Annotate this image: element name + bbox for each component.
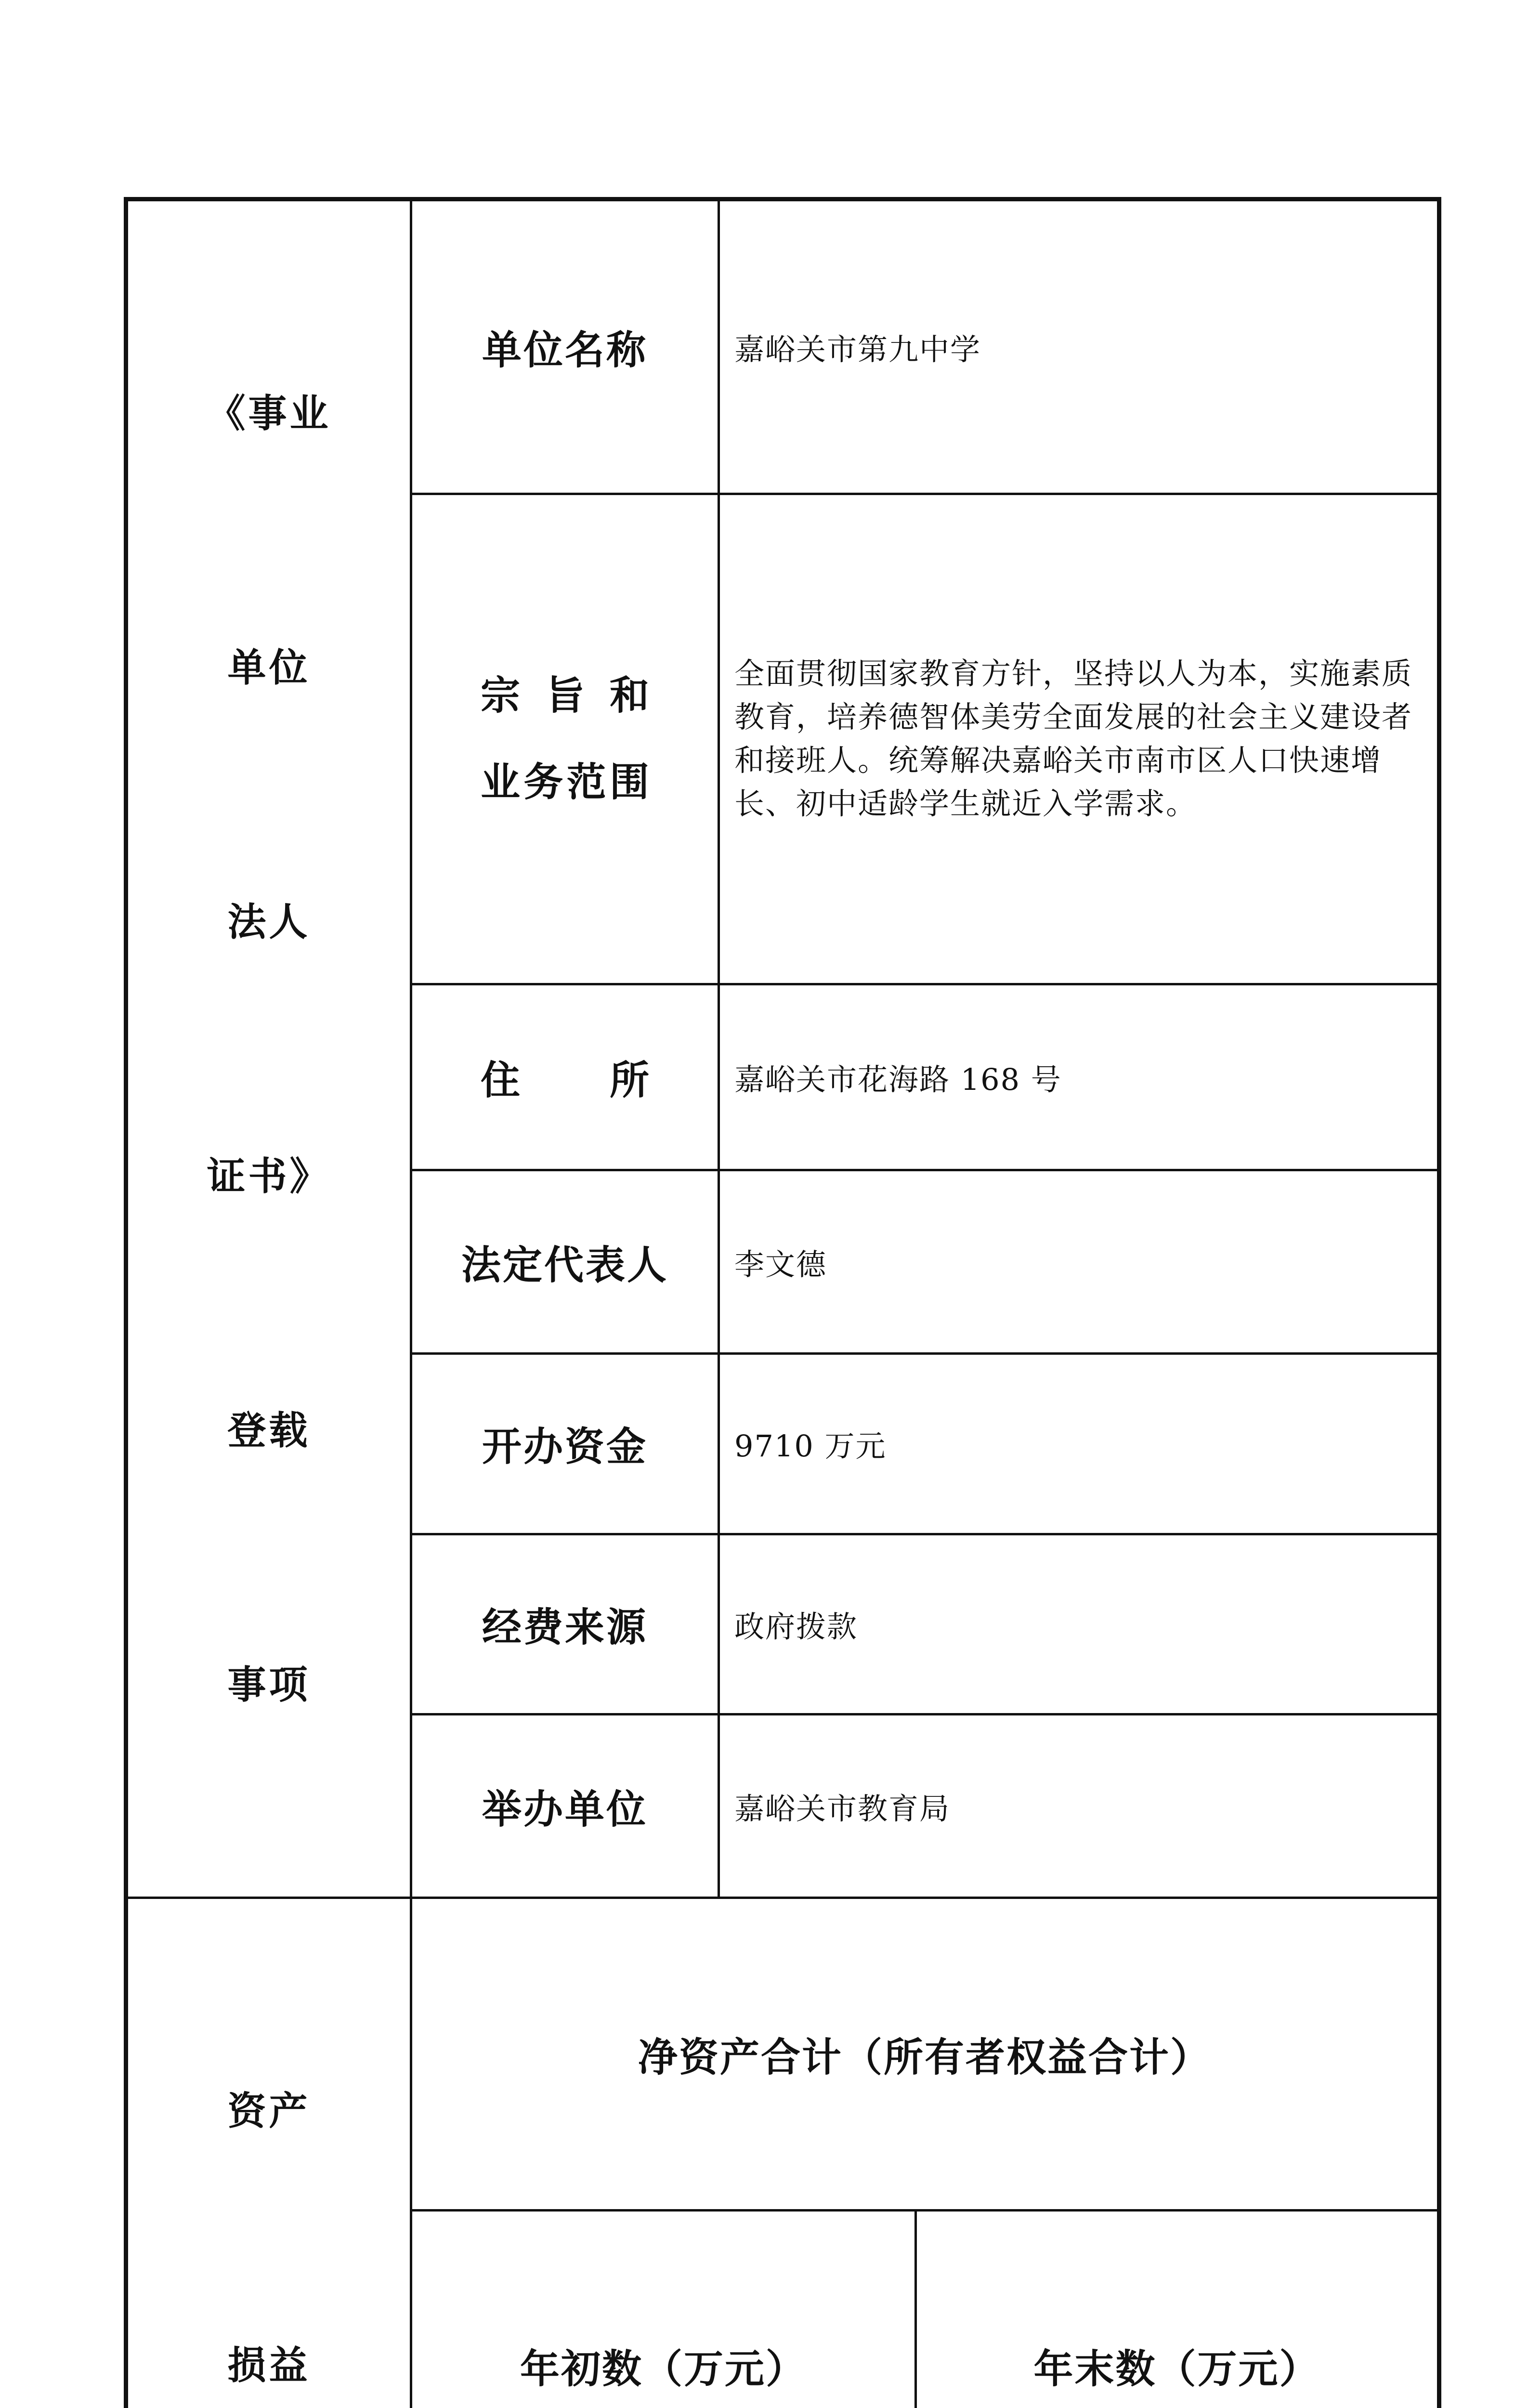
certificate-section-label-line: 事项 (128, 1642, 410, 1727)
assets-section-label-line: 资产 (128, 2068, 410, 2153)
assets-section-label-line: 损益 (128, 2323, 410, 2408)
net-assets-begin-label: 年初数（万元） (411, 2211, 916, 2408)
funding-source-label: 经费来源 (411, 1534, 719, 1714)
assets-section-label (126, 1898, 411, 2408)
certificate-section-label-line: 登载 (128, 1388, 410, 1473)
sponsor-value: 嘉峪关市教育局 (719, 1714, 1439, 1898)
sponsor-label: 举办单位 (411, 1714, 719, 1898)
unit-name-label: 单位名称 (411, 199, 719, 494)
funding-source-value: 政府拨款 (719, 1534, 1439, 1714)
certificate-section-label (126, 199, 411, 1898)
purpose-scope-label-text: 宗 旨 和 (481, 652, 649, 739)
certificate-section-label-line: 单位 (128, 625, 410, 710)
registration-form-table (124, 197, 1441, 2408)
address-value: 嘉峪关市花海路 168 号 (719, 984, 1439, 1170)
net-assets-header: 净资产合计（所有者权益合计） (411, 1898, 1439, 2211)
certificate-section-label-line: 法人 (128, 879, 410, 964)
unit-name-value: 嘉峪关市第九中学 (719, 199, 1439, 494)
legal-representative-label: 法定代表人 (411, 1170, 719, 1354)
address-label-text: 住 所 (481, 1049, 649, 1105)
registered-capital-value: 9710 万元 (719, 1353, 1439, 1534)
unit-name-row (126, 199, 1439, 494)
net-assets-end-label: 年末数（万元） (916, 2211, 1439, 2408)
purpose-scope-value: 全面贯彻国家教育方针，坚持以人为本，实施素质教育，培养德智体美劳全面发展的社会主义建设者和接班人。统筹解决嘉峪关市南市区人口快速增长、初中适龄学生就近入学需求。 (719, 494, 1439, 984)
net-assets-header-row (126, 1898, 1439, 2211)
certificate-section-label-line: 证书》 (128, 1134, 410, 1218)
registered-capital-label: 开办资金 (411, 1353, 719, 1534)
purpose-scope-label (411, 494, 719, 984)
purpose-scope-label-line (412, 652, 718, 739)
legal-representative-value: 李文德 (719, 1170, 1439, 1354)
address-label (411, 984, 719, 1170)
purpose-scope-label-line (412, 739, 718, 825)
certificate-section-label-line: 《事业 (128, 371, 410, 456)
purpose-scope-label-text: 业务范围 (481, 739, 649, 825)
